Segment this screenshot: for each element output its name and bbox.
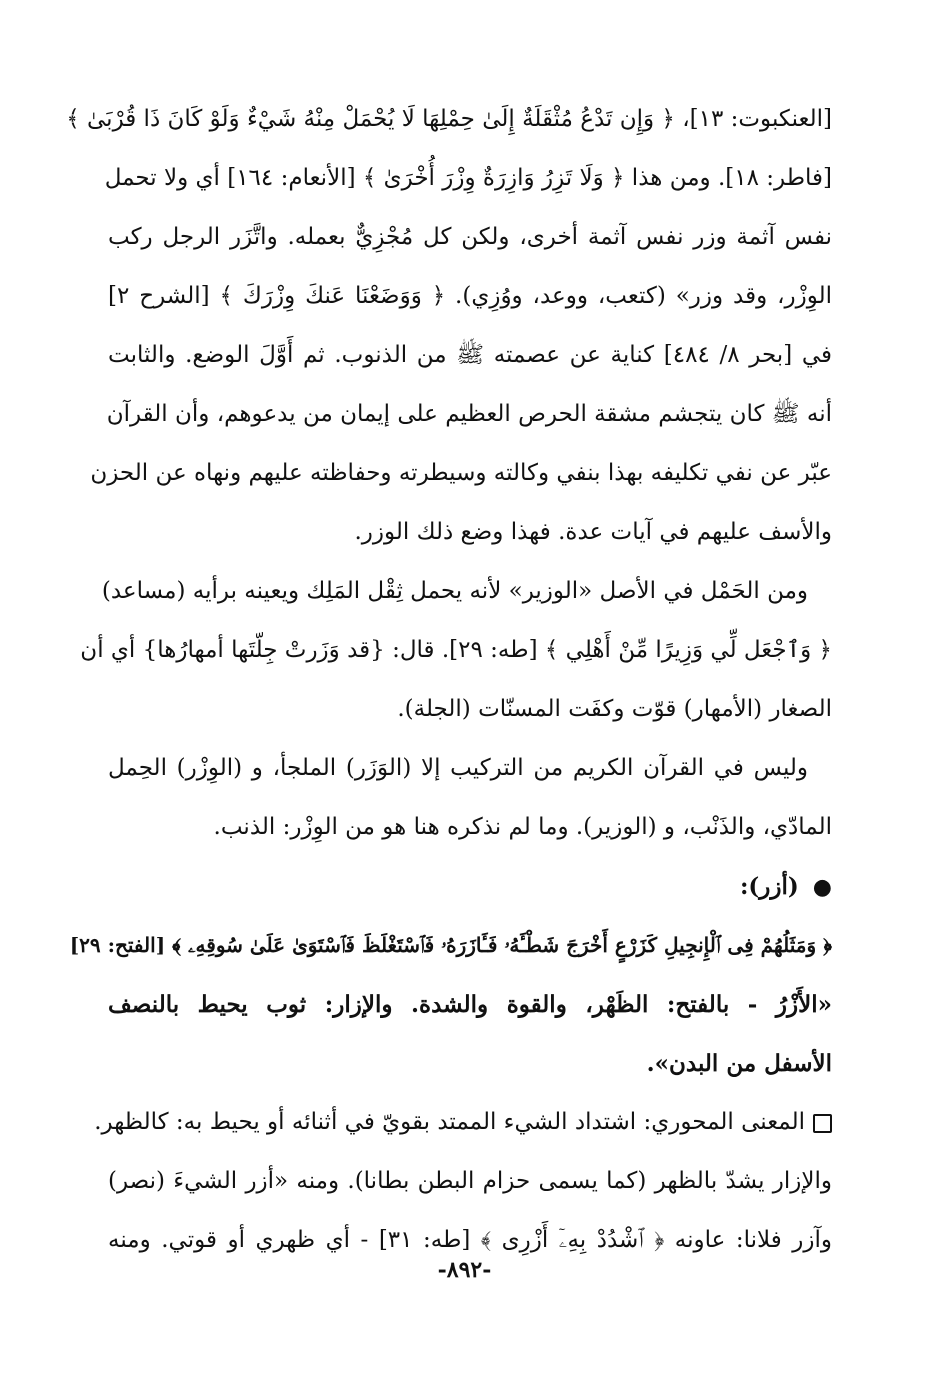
text-line: [فاطر: ١٨]. ومن هذا ﴿ وَلَا تَزِرُ وَازِرَةٌ وِزْرَ أُخْرَىٰ ﴾ [الأنعام: ١٦٤] أي ولا تحمل xyxy=(104,165,832,191)
text-line: وليس في القرآن الكريم من التركيب إلا (الوَزَر) الملجأ، و (الوِزْر) الحِمل xyxy=(108,755,808,781)
bullet-icon: ● xyxy=(812,874,832,900)
square-box-icon xyxy=(813,1114,832,1133)
quran-verse-line: ﴿ وَمَثَلُهُمْ فِى ٱلْإِنجِيلِ كَزَرْعٍ أَخْرَجَ شَطْـَٔهُۥ فَـَٔازَرَهُۥ فَٱسْتَغْلَظَ فَٱسْتَوَىٰ عَلَىٰ سُوقِهِۦ ﴾ [الفتح: ٢٩] xyxy=(69,933,832,957)
central-meaning-line xyxy=(94,1093,832,1152)
text-line: في [بحر ٨/ ٤٨٤] كناية عن عصمته ﷺ من الذنوب. ثم أَوَّلَ الوضع. والثابت xyxy=(108,342,833,368)
text-line: والأسف عليهم في آيات عدة. فهذا وضع ذلك الوزر. xyxy=(354,519,832,545)
text-line: وآزر فلانا: عاونه ﴿ ٱشْدُدْ بِهِۦٓ أَزْرِى ﴾ [طه: ٣١] - أي ظهري أو قوتي. ومنه xyxy=(108,1227,832,1253)
text-line: الوِزْر، وقد وزر» (كتعب، ووعد، ووُزِي). ﴿ وَوَضَعْنَا عَنكَ وِزْرَكَ ﴾ [الشرح ٢] xyxy=(108,283,832,309)
text-line: الصغار (الأمهار) قوّت وكفَت المسنّات (الجلة). xyxy=(397,696,832,722)
text-line: [العنكبوت: ١٣]، ﴿ وَإِن تَدْعُ مُثْقَلَةٌ إِلَىٰ حِمْلِهَا لَا يُحْمَلْ مِنْهُ شَيْءٌ وَلَوْ كَانَ ذَا قُرْبَىٰ ﴾ xyxy=(66,106,832,132)
text-line: ﴿ وَٱجْعَل لِّي وَزِيرًا مِّنْ أَهْلِي ﴾ [طه: ٢٩]. قال: {قد وَزَرتْ جِلّتَها أمهارُها} أي أن xyxy=(80,637,832,663)
central-meaning-text: المعنى المحوري: اشتداد الشيء الممتد بقويّ في أثنائه أو يحيط به: كالظهر. xyxy=(94,1109,805,1135)
text-line: الأسفل من البدن». xyxy=(646,1050,832,1077)
text-line: أنه ﷺ كان يتجشم مشقة الحرص العظيم على إيمان من يدعوهم، وأن القرآن xyxy=(106,401,832,427)
text-line: والإزار يشدّ بالظهر (كما يسمى حزام البطن بطانا). ومنه «أزر الشيءَ (نصر) xyxy=(108,1168,832,1194)
text-line: «الأَزْرُ - بالفتح: الظَهْر، والقوة والشدة. والإزار: ثوب يحيط بالنصف xyxy=(108,991,832,1018)
page-number: -٨٩٢- xyxy=(437,1257,492,1283)
text-line: المادّي، والذَنْب، و (الوزير). وما لم نذكره هنا هو من الوِزْر: الذنب. xyxy=(213,814,832,840)
section-heading-text: (أزر): xyxy=(739,873,799,900)
body-text xyxy=(66,90,833,1270)
text-line: ومن الحَمْل في الأصل «الوزير» لأنه يحمل ثِقْل المَلِك ويعينه برأيه (مساعد) xyxy=(101,578,808,604)
text-line: نفس آثمة وزر نفس آثمة أخرى، ولكن كل مُجْزِيٌّ بعمله. واتَّزَر الرجل ركب xyxy=(108,224,832,250)
section-heading xyxy=(108,857,832,916)
text-line: عبّر عن نفي تكليفه بهذا بنفي وكالته وسيطرته وحفاظته عليهم ونهاه عن الحزن xyxy=(90,460,832,486)
